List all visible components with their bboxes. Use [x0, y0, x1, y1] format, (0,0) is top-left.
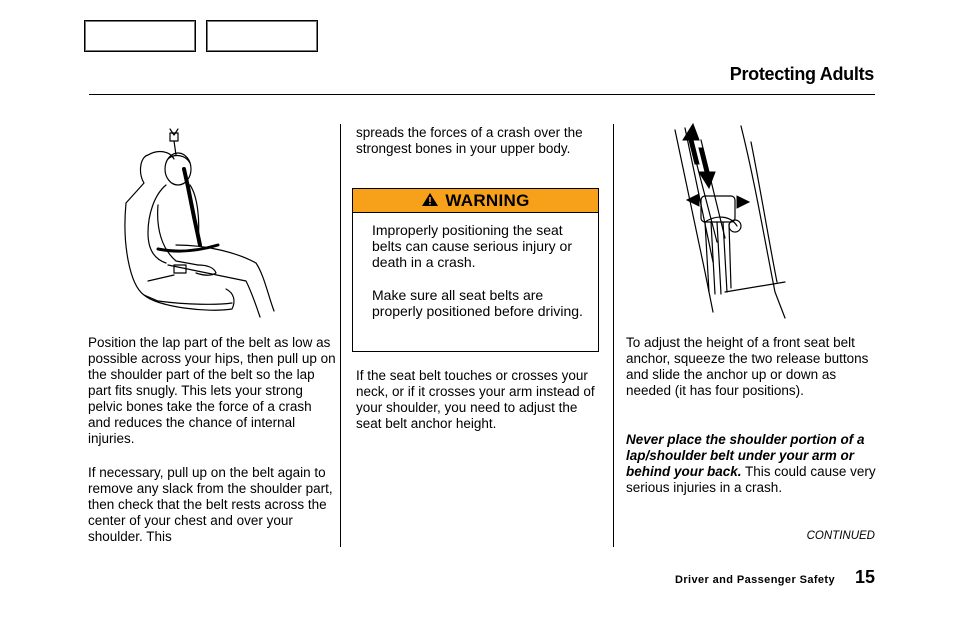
- column-divider-right: [613, 124, 614, 547]
- warning-box: [352, 188, 599, 352]
- title-rule: [89, 94, 875, 95]
- footer-section: Driver and Passenger Safety: [675, 574, 835, 586]
- middle-paragraph-2: If the seat belt touches or crosses your neck, or if it crosses your arm instead of your shoulder, you need to adjust the seat belt anchor height.: [356, 368, 595, 431]
- page-title: Protecting Adults: [729, 64, 874, 84]
- continued-label: CONTINUED: [806, 530, 875, 542]
- right-warning-rest: This could cause very serious injuries in a crash.: [626, 464, 876, 495]
- warning-text-2: Make sure all seat belts are properly positioned before driving.: [372, 287, 583, 319]
- right-warning-bold: Never place the shoulder portion of a lap/shoulder belt under your arm or behind your back.: [626, 432, 865, 479]
- belt-anchor-illustration: [665, 122, 805, 322]
- left-paragraph-2: If necessary, pull up on the belt again to remove any slack from the shoulder part, then check that the belt rests across the center of your chest and over your shoulder. This: [88, 465, 333, 544]
- warning-header: [353, 189, 598, 213]
- page-number: 15: [854, 567, 875, 587]
- right-paragraph-1: To adjust the height of a front seat belt anchor, squeeze the two release buttons and slide the anchor up or down as needed (it has four positions).: [626, 335, 869, 398]
- middle-paragraph-1: spreads the forces of a crash over the strongest bones in your upper body.: [356, 125, 583, 156]
- warning-triangle-icon: [421, 192, 439, 207]
- seated-person-illustration: [118, 125, 288, 325]
- nav-box-1[interactable]: [84, 20, 196, 52]
- left-paragraph-1: Position the lap part of the belt as low as possible across your hips, then pull up on the shoulder part of the belt so the lap part fits snugly. This lets your strong pelvic bones take the force of a crash and reduces the chance of internal injuries.: [88, 335, 336, 446]
- nav-box-2[interactable]: [206, 20, 318, 52]
- right-warning-paragraph: [626, 432, 878, 496]
- warning-label: WARNING: [445, 191, 530, 210]
- warning-text-1: Improperly positioning the seat belts can cause serious injury or death in a crash.: [372, 222, 572, 270]
- column-divider-left: [340, 124, 341, 547]
